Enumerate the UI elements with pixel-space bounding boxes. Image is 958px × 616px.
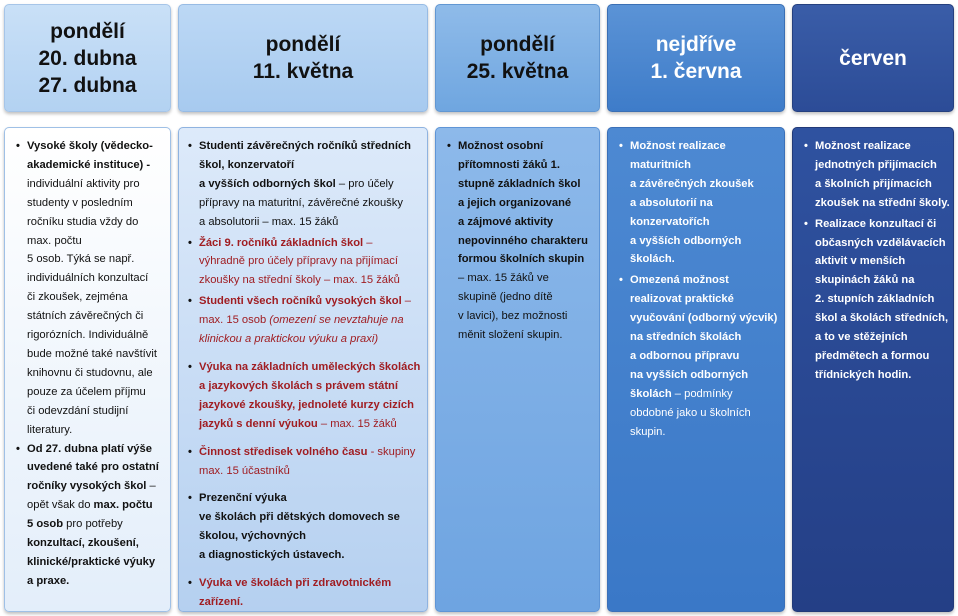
bullet-text: Žáci 9. ročníků základních škol [199,236,364,249]
bullet-text: Činnost středisek volného času [199,445,368,458]
bullet-text: jednotných přijímacích [815,158,937,171]
bullet-item [199,234,421,291]
bullet-text: maturitních [630,158,691,171]
bullet-text: ve školách při dětských domovech se [199,511,400,524]
bullet-text: – pro účely [335,177,394,190]
bullet-text: Výuka ve školách při zdravotnickém [199,577,392,590]
bullet-item [199,358,421,434]
bullet-text: státních závěrečných či [27,310,144,323]
bullet-item [199,443,421,481]
bullet-item [199,574,421,612]
bullet-text: individuální aktivity pro [27,177,140,190]
bullet-text: max. počtu [93,499,153,512]
bullet-text: skupinách žáků na [815,274,915,287]
bullet-text: 5 osob [27,518,64,531]
bullet-list [15,137,162,591]
bullet-text: občasných vzdělávacích [815,236,946,249]
bullet-item [199,292,421,349]
bullet-text: vyučování (odborný výcvik) [630,312,778,325]
bullet-text: klinickou a praktickou výuku a praxi) [199,333,379,346]
bullet-text: výhradně pro účely přípravy na přijímací [199,255,398,268]
header-line: 20. dubna [38,46,137,70]
bullet-text: a vyšších odborných [630,234,742,247]
header-june [792,4,954,112]
bullet-text: pro potřeby [63,518,123,531]
bullet-text: škol, konzervatoří [199,158,295,171]
bullet-text: skupin. [630,425,666,438]
header-25-may [435,4,600,112]
bullet-text: - skupiny [367,445,416,458]
bullet-text: Omezená možnost [630,274,729,287]
bullet-text: – [401,295,412,308]
bullet-item [458,137,593,345]
bullet-text: a školních přijímacích [815,177,932,190]
bullet-text: Od 27. dubna platí výše [27,442,152,455]
header-line: červen [839,46,907,70]
bullet-text: individuálních konzultací [27,272,149,285]
bullet-text: bude možné také navštívit [27,347,157,360]
bullet-item [630,137,778,269]
bullet-text: a zájmové aktivity [458,215,554,228]
bullet-text: zkoušek na střední školy. [815,196,950,209]
bullet-text: max. 15 osob [199,314,270,327]
header-line: 1. června [650,60,742,83]
bullet-text: a závěrečných zkoušek [630,177,754,190]
bullet-text: 5 osob. Týká se např. [27,253,135,266]
header-line: pondělí [480,33,555,56]
bullet-list [187,137,421,612]
bullet-list [618,137,778,442]
bullet-text: Výuka na základních uměleckých školách [199,360,421,373]
bullet-text: na vyšších odborných [630,368,749,381]
bullet-text: přítomnosti žáků 1. [458,158,560,171]
bullet-item [27,440,162,591]
bullet-text: a absolutorií na [630,196,713,209]
bullet-text: Prezenční výuka [199,492,287,505]
bullet-text: knihovnu či studovnu, ale [27,366,153,379]
bullet-text: jazyků s denní výukou [199,417,318,430]
bullet-text: školách. [630,253,675,266]
bullet-item [815,137,950,213]
bullet-text: škol a školách středních, [815,312,949,325]
bullet-text: a to ve stěžejních [815,331,908,344]
bullet-text: – [363,236,373,249]
header-11-may [178,4,428,112]
bullet-text: (omezení se nevztahuje na [269,314,404,327]
bullet-text: či odevzdání studijní [27,404,129,417]
bullet-text: – max. 15 žáků ve [458,272,549,285]
bullet-text: a diagnostických ústavech. [199,549,345,562]
bullet-text: na středních školách [630,331,742,344]
bullet-text: akademické instituce) - [27,158,151,171]
bullet-text: realizovat praktické [630,293,734,306]
bullet-text: studenty v posledním [27,196,133,209]
bullet-text: a odbornou přípravu [630,349,740,362]
bullet-text: a vyšších odborných škol [199,177,336,190]
header-line: 27. dubna [38,73,137,97]
bullet-text: Realizace konzultací či [815,217,937,230]
bullet-text: měnit složení skupin. [458,329,563,342]
bullet-list [803,137,950,385]
bullet-text: klinické/praktické výuky [27,555,156,568]
bullet-text: – max. 15 žáků [317,417,397,430]
bullet-text: Možnost realizace [815,140,911,152]
bullet-text: a jazykových školách s právem státní [199,379,398,392]
bullet-text: obdobné jako u školních [630,406,751,419]
bullet-text: ročníky vysokých škol [27,480,147,493]
bullet-text: uvedené také pro ostatní [27,461,159,474]
bullet-item [199,489,421,565]
bullet-text: zařízení. [199,595,244,608]
header-line: 11. května [252,60,354,83]
bullet-text: předmětech a formou [815,349,930,362]
bullet-item [199,137,421,232]
header-1-june [607,4,785,112]
body-june [792,127,954,612]
bullet-text: stupně základních škol [458,177,581,190]
header-line: nejdříve [655,33,737,56]
bullet-text: Vysoké školy (vědecko- [27,140,153,152]
bullet-text: pouze za účelem příjmu [27,385,146,398]
bullet-text: – podmínky [671,387,733,400]
bullet-text: třídnických hodin. [815,368,912,381]
bullet-text: či zkoušek, zejména [27,291,128,304]
bullet-text: skupině (jedno dítě [458,291,553,304]
body-1-june [607,127,785,612]
bullet-list [446,137,593,345]
bullet-text: a jejich organizované [458,196,572,209]
bullet-text: jazykové zkoušky, jednoleté kurzy cizích [199,398,414,411]
bullet-text: a absolutorii – max. 15 žáků [199,215,339,228]
body-20-27-april [4,127,171,612]
body-25-may [435,127,600,612]
bullet-item [815,215,947,385]
bullet-item [630,271,778,441]
bullet-text: zkoušky na střední školy – max. 15 žáků [199,274,400,287]
bullet-text: max. počtu [27,234,82,247]
header-20-27-april [4,4,171,112]
bullet-text: školách [630,387,672,400]
bullet-text: školou, výchovných [199,530,306,543]
bullet-text: formou školních skupin [458,253,585,266]
bullet-text: rigorózních. Individuálně [27,329,149,342]
bullet-text: literatury. [27,423,73,436]
bullet-text: – [146,480,156,493]
bullet-text: Studenti všech ročníků vysokých škol [199,295,402,308]
header-line: 25. května [466,60,569,83]
bullet-text: Studenti závěrečných ročníků středních [199,140,411,152]
bullet-text: 2. stupních základních [815,293,935,306]
bullet-text: aktivit v menších [815,255,906,268]
bullet-text: konzervatořích [630,215,710,228]
bullet-text: Možnost realizace [630,140,726,152]
bullet-text: v lavici), bez možnosti [458,310,568,323]
bullet-text: ročníku studia vždy do [27,215,139,228]
bullet-text: přípravy na maturitní, závěrečné zkoušky [199,196,403,209]
header-line: pondělí [265,33,341,56]
bullet-text: nepovinného charakteru [458,234,588,247]
bullet-text: opět však do [27,499,94,512]
bullet-text: Možnost osobní [458,140,544,152]
header-line: pondělí [50,19,125,43]
bullet-item [27,137,162,440]
bullet-text: a praxe. [27,574,70,587]
body-11-may [178,127,428,612]
bullet-text: max. 15 účastníků [199,464,290,477]
bullet-text: konzultací, zkoušení, [27,537,139,550]
